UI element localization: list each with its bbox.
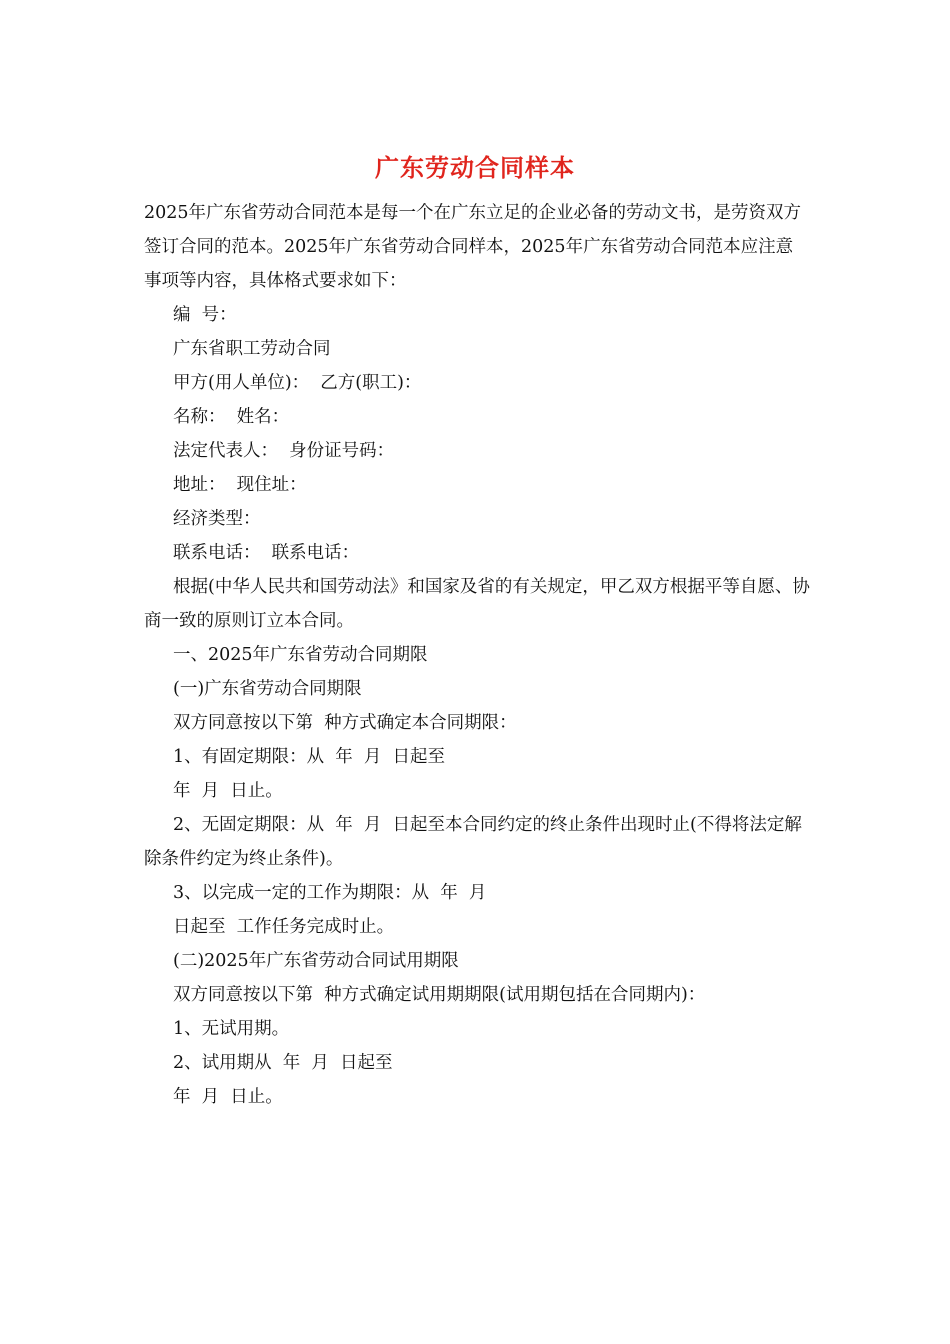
document-body [144,196,810,1114]
subsection-heading-1: (一)广东省劳动合同期限 [173,679,362,699]
open-term-paragraph: 2、无固定期限：从 年 月 日起至本合同约定的终止条件出现时止(不得将法定解除条件约定为终止条件)。 [144,815,802,869]
task-term-end-line: 日起至 工作任务完成时止。 [173,917,395,937]
phone-line: 联系电话： 联系电话： [173,543,360,563]
representative-line: 法定代表人： 身份证号码： [173,441,395,461]
contract-number-line: 编 号： [173,305,237,325]
probation-method-line: 双方同意按以下第 种方式确定试用期期限(试用期包括在合同期内)： [173,985,706,1005]
probation-start-line: 2、试用期从 年 月 日起至 [173,1053,393,1073]
fixed-term-line: 1、有固定期限：从 年 月 日起至 [173,747,446,767]
probation-end-line: 年 月 日止。 [173,1087,283,1107]
intro-paragraph: 2025年广东省劳动合同范本是每一个在广东立足的企业必备的劳动文书，是劳资双方签订合同的范本。2025年广东省劳动合同样本，2025年广东省劳动合同范本应注意事项等内容，具体格式要求如下： [144,203,802,291]
economic-type-line: 经济类型： [173,509,261,529]
fixed-term-end-line: 年 月 日止。 [173,781,283,801]
no-probation-line: 1、无试用期。 [173,1019,290,1039]
subsection-heading-2: (二)2025年广东省劳动合同试用期限 [173,951,459,971]
section-heading-1: 一、2025年广东省劳动合同期限 [173,645,428,665]
contract-name-line: 广东省职工劳动合同 [173,339,331,359]
parties-line: 甲方(用人单位)： 乙方(职工)： [173,373,422,393]
name-line: 名称： 姓名： [173,407,290,427]
task-term-line: 3、以完成一定的工作为期限：从 年 月 [173,883,487,903]
document-title: 广东劳动合同样本 [375,153,575,182]
address-line: 地址： 现住址： [173,475,307,495]
term-method-line: 双方同意按以下第 种方式确定本合同期限： [173,713,517,733]
legal-basis-paragraph: 根据(中华人民共和国劳动法》和国家及省的有关规定，甲乙双方根据平等自愿、协商一致的原则订立本合同。 [144,577,810,631]
